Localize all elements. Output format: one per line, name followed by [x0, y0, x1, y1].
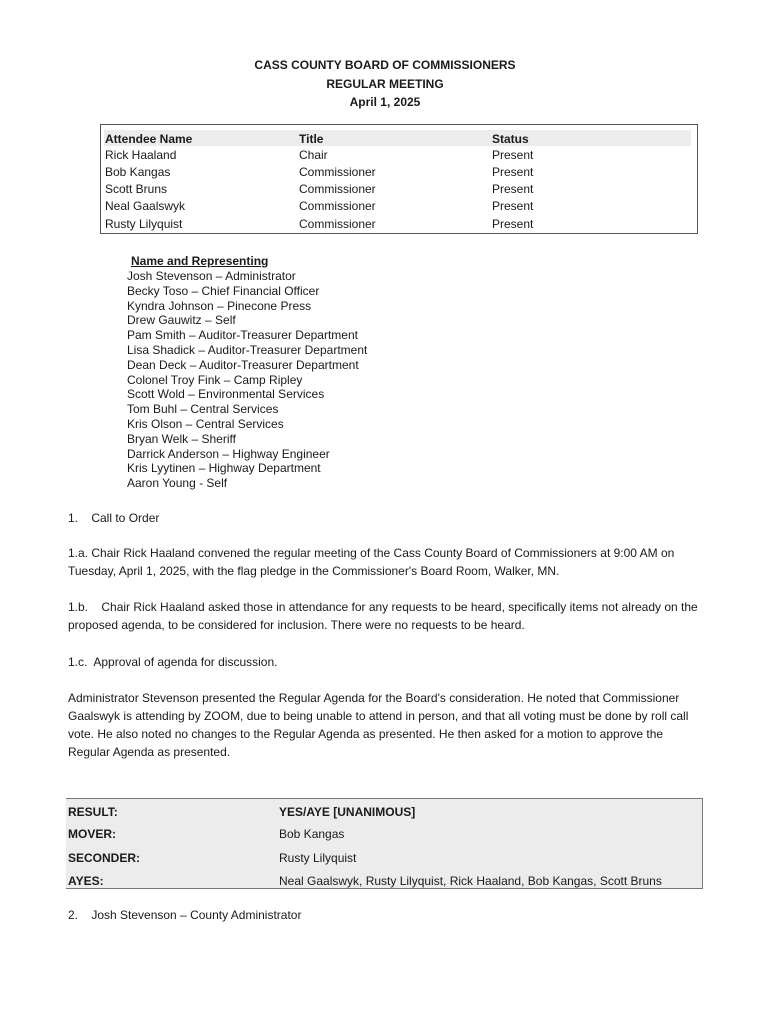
- result-label: RESULT:: [68, 805, 118, 819]
- table-row: [101, 217, 697, 235]
- list-item: Dean Deck – Auditor-Treasurer Department: [127, 357, 359, 372]
- table-row: [101, 148, 697, 166]
- representing-heading: Name and Representing: [131, 254, 269, 268]
- title-line-3: April 1, 2025: [349, 95, 421, 109]
- attendee-status: Present: [492, 165, 534, 179]
- table-row: [101, 199, 697, 217]
- vote-result-table: [66, 798, 703, 889]
- attendee-title: Commissioner: [299, 165, 376, 179]
- list-item: Aaron Young - Self: [127, 476, 228, 491]
- attendee-title: Commissioner: [299, 182, 376, 196]
- column-header: Title: [299, 132, 324, 146]
- table-row: [101, 165, 697, 183]
- section-item-2: 2. Josh Stevenson – County Administrator: [68, 908, 302, 922]
- list-item: Kris Lyytinen – Highway Department: [127, 461, 321, 476]
- document-title: [0, 56, 770, 112]
- seconder-label: SECONDER:: [68, 851, 141, 865]
- paragraph-1b: 1.b. Chair Rick Haaland asked those in attendance for any requests to be heard, specifically items not already on the proposed agenda, to be considered for inclusion. There were no requests to be heard.: [68, 600, 702, 632]
- list-item: Josh Stevenson – Administrator: [127, 269, 296, 283]
- list-item: Tom Buhl – Central Services: [127, 402, 279, 417]
- attendee-name: Bob Kangas: [105, 165, 171, 179]
- attendee-status: Present: [492, 148, 534, 162]
- section-call-to-order: 1. Call to Order: [68, 511, 160, 525]
- attendee-title: Commissioner: [299, 199, 376, 213]
- list-item: Darrick Anderson – Highway Engineer: [127, 446, 330, 461]
- ayes-value: Neal Gaalswyk, Rusty Lilyquist, Rick Haaland, Bob Kangas, Scott Bruns: [279, 874, 662, 888]
- mover-value: Bob Kangas: [279, 827, 345, 841]
- ayes-label: AYES:: [68, 874, 104, 888]
- mover-label: MOVER:: [68, 827, 116, 841]
- attendee-status: Present: [492, 182, 534, 196]
- attendee-title: Commissioner: [299, 217, 376, 231]
- seconder-value: Rusty Lilyquist: [279, 851, 357, 865]
- attendee-status: Present: [492, 199, 534, 213]
- list-item: Kyndra Johnson – Pinecone Press: [127, 298, 312, 313]
- paragraph-1c: 1.c. Approval of agenda for discussion.: [68, 655, 278, 669]
- vote-row-seconder: [66, 851, 702, 871]
- attendee-table: [100, 124, 698, 234]
- attendee-name: Neal Gaalswyk: [105, 199, 186, 213]
- attendee-name: Scott Bruns: [105, 182, 168, 196]
- result-value: YES/AYE [UNANIMOUS]: [279, 805, 416, 819]
- attendee-name: Rick Haaland: [105, 148, 177, 162]
- list-item: Colonel Troy Fink – Camp Ripley: [127, 372, 303, 387]
- list-item: Drew Gauwitz – Self: [127, 313, 236, 328]
- attendee-title: Chair: [299, 148, 328, 162]
- column-header: Status: [492, 132, 529, 146]
- column-header: Attendee Name: [105, 132, 193, 146]
- list-item: Becky Toso – Chief Financial Officer: [127, 283, 320, 298]
- list-item: Pam Smith – Auditor-Treasurer Department: [127, 328, 358, 343]
- representing-list: [127, 254, 367, 491]
- vote-row-mover: [66, 827, 702, 847]
- list-item: Bryan Welk – Sheriff: [127, 431, 236, 446]
- paragraph-admin: Administrator Stevenson presented the Regular Agenda for the Board's consideration. He noted that Commissioner Gaalswyk is attending by ZOOM, due to being unable to attend in person, and that all voting must be done by roll call vote. He also noted no changes to the Regular Agenda as presented. He then asked for a motion to approve the Regular Agenda as presented.: [68, 691, 689, 759]
- attendee-status: Present: [492, 217, 534, 231]
- title-line-2: REGULAR MEETING: [326, 76, 444, 91]
- vote-row-result: [66, 805, 702, 825]
- list-item: Scott Wold – Environmental Services: [127, 387, 325, 402]
- title-line-1: CASS COUNTY BOARD OF COMMISSIONERS: [254, 58, 516, 72]
- vote-row-ayes: [66, 874, 702, 894]
- list-item: Lisa Shadick – Auditor-Treasurer Department: [127, 342, 368, 357]
- list-item: Kris Olson – Central Services: [127, 416, 284, 431]
- attendee-name: Rusty Lilyquist: [105, 217, 183, 231]
- table-row: [101, 182, 697, 200]
- paragraph-1a: 1.a. Chair Rick Haaland convened the regular meeting of the Cass County Board of Commissioners at 9:00 AM on Tuesday, April 1, 2025, with the flag pledge in the Commissioner's Board Room, Walker, MN.: [68, 546, 675, 578]
